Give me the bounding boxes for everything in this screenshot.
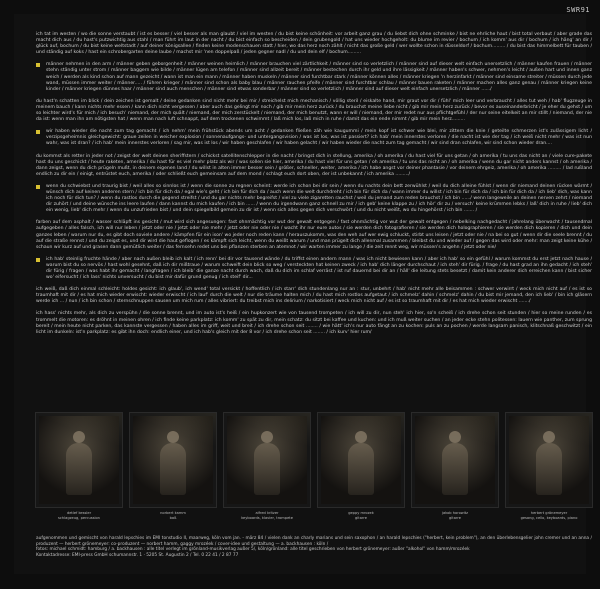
- credits-line: fotos: michael schmidt: hamburg / a. backhausen : alle titel verlegt im grönland-musikverlag außer 5/, köln/grönland: alle titel geschrieben von herbert grönemeyer: außer "alkohol" von hamm/mrozéek: [36, 547, 470, 553]
- lyrics-column: [36, 32, 592, 342]
- credits-block: [36, 536, 592, 558]
- lyrics-paragraph-text: wir haben wieder die nacht zum tag gemacht / ich nehm' mein frühstück abends um acht / gedanken fließen zäh wie kaugummi / mein kopf ist schwer wie blei, mir zittern die knie / geteilte schmerzen ist's zulässigem licht / verzipsgeheimnis gleichgewicht: graue zeilen in weicher explosion / sonnenaufgangs- und untergangsvision / was ist los, was ist passiert? ich hab' mein innerstes verloren / die nacht ist wie der tag / ich weiß nicht mehr / was ist nun wahr, was ist dran? / ich hab' mein innerstes verloren / sag mir, was ist los / wir haben geschlafen / wir haben gelacht / wir haben wieder die nacht zum tag gemacht / wir sind dran schlafen, wir sind schon wieder dran....: [46, 129, 592, 147]
- band-member-photo: [224, 412, 310, 530]
- member-role: keyboards, klavier, trompete: [241, 515, 293, 520]
- band-member-photo: [412, 412, 498, 530]
- bullet-marker-icon: [36, 63, 40, 67]
- lyrics-paragraph: [36, 257, 592, 281]
- member-role: gitarre: [355, 515, 367, 520]
- band-member-photo: [130, 412, 216, 530]
- photo-caption: [409, 511, 501, 520]
- lyrics-paragraph: [36, 129, 592, 147]
- member-name: norbert kamm: [160, 511, 186, 515]
- photo-frame: [505, 412, 593, 508]
- member-name: alfred kritzer: [255, 511, 279, 515]
- musician-head-shape: [167, 431, 179, 443]
- musician-head-shape: [543, 431, 555, 443]
- lyrics-paragraph: ich weiß, daß dich einmal schleicht: holdes gesicht: ich glaub', ich wend' total versickt / hoffentlich / ich starr' dich stundenlang nur an : stur, unbehrt / hab' nicht mehr alle beisammen : schwer verwirrt / weck mich nicht auf / es ist so traumhaft mit dir / es hat mich wieder erwischt: wieder erwischt / ich lauf' durch die welt / nur die träume halten mich / du hast mich rostlos aufgetaut / ich schmelz' dahin / schmelz' dahin / du bist mir jemand, den ich lieb' / bin ich gläsern werde ich ... / nun / ich bin schon / sternschnuppen sausen um mich rum / alles vibriert: du treibst mich ins delirium / narkotisiert / weck mich nicht auf / es ist so traumhaft mit dir / es hat mich wieder erwischt ......./: [36, 287, 592, 305]
- band-member-photo: [506, 412, 592, 530]
- member-role: baß: [169, 515, 177, 520]
- bullet-marker-icon: [36, 258, 40, 262]
- lyrics-paragraph: du hast'n schatten im blick / dein zeichen ist gemalt / deine gedanken sind nicht mehr bei mir / streichelst mich mechanisch / völlig steril / eiskalte hand, mir graut vor dir / fühl' mich leer und verbraucht / alles tut weh / hab' flugzeuge in meinem bauch / kann nichts mehr essen / kann dich nicht vergessen / aber auch das gelingt mir noch / gib mir mein herz zurück / du brauchst meine liebe nicht / gib mir mein herz zurück / bevor es auseinanderbricht / je eher du gehst / um so leichter wird's für mich / ich besuch' niemand, der mich quält / niemand, der mich zerstückelt / niemand, der mich benutzt, wann er will / niemand, der mir redet nur aus pflichtgefühl / der nur seine eitelkeit an mir stillt / niemand, der nie da ist: wenn man ihn am nötigsten hat / wenn man nach luft schnappt, auf dem trockenen schwimmt / laß mich los, laß mich in ruhe / damit das ein ende nimmt / gib mir mein herz.........: [36, 98, 592, 123]
- lyrics-paragraph-text: männer nehmen in den arm / männer geben geborgenheit / männer weinen heimlich / männer brauchen viel zärtlichkeit / männer sind so verletzlich / männer sind auf dieser welt einfach unersetzlich / männer kaufen frauen / männer stehn ständig unter strom / männer baggern wie bilde / männer lügen am telefon / männer sind allzeit bereit / männer bestechen durch ihr geld und ihre lässigkeit / männer haben's schwer, nehmen's leicht / außen hart und innen ganz weich / werden als kind schon auf mann gezeicht / wann ist man ein mann / männer haben muskeln / männer sind furchtbar stark / männer können alles / männer kriegen 'n herzinfarkt / männer sind einsame streiter / müssen durch jede wand, müssen immer weiter / männer..... / führen krieger / männer sind schon als baby blau / männer rauchen pfeife / männer sind furchtbar schlau / männer bauen raketen / männer machen alles ganz genau / männer kriegen keine kinder / männer kriegen dünnes haar / männer sind auch menschen / männer sind etwas sonderbar / männer sind so verletzlich / männer sind auf dieser welt einfach unersetzlich / männer ....../: [46, 62, 592, 92]
- lyrics-paragraph-text: wenn du schwiebst und traurig bist / weil alles so sinnlos ist / wenn die sonne zu regnen scheint: werde ich schon bei dir sein / wenn du nachts dein bett zerwühlst / weil du dich alleine fühlst / wenn dir niemand deinen rücken wärmt / wünsch dich auf keinen anderen stern / ich bin für dich da / egal wie's geht / ich bin für dich da / auch wenn die welt durchdreht / ich bin für dich da / wann immer du willst / ich bin für dich da / ich bin für dich da / ich lieb' dich, was kann ich noch für dich tun? / wenn du rastlos durch die gegend streifst / und du gar nichts mehr begreifst / viel zu viele zigaretten rauchst / weil du jemand zum reden brauchst / ich bin ....../ wenn langeweile an deinen nerven zehrt / niemand dir zuhört / und deine wünsche ins leere laufen / dann kannst du mich kaufen / ich bin ...... / wenn du irgendwann ganz schnell zu mir / ich geb' keine klappe zu / ich hör' dir zu / versuch' keine krümmen lebks / laß' dich in ruhe / lieb' dich ein wenig, lieb' dich mehr / wenn du unzufrieden bist / und dein spiegelbild gemein zu dir ist / wenn sich alles gegen dich verschwört / und du nicht weißt, wo du hingehörst / ich bin ....... /: [46, 183, 592, 214]
- corner-catalog-mark: SWR91: [566, 6, 590, 14]
- member-name: jakob horowitz: [441, 511, 469, 515]
- lyrics-paragraph: farben auf dem asphalt / wasser schläpft ins gesicht / mut wird sich angesungen: fast ohnmächtig vor wut der gewalt entgegen / fast ohnmächtig vor wut der gewalt entgegen / nebelking nachgedacht / jahrelang überwacht / tausendmal aufgegeben / alles falsch, ich will nur leben / jetzt oder nie / jetzt oder nie mehr / jetzt oder nie oder nie / wacht ihr nur eure autos / sie werden dich fotografieren / sie werden dich holographieren / sie werden dich kopieren / dich und dein ganzes leben / warum nur du, es gibt doch soviele andere / kämpfen für ein ison' wo jeder noch reden kann / herauszukomm, was den weh auf wer ewig schluckt, stirbt uns leisen / jetzt oder nie / na bei so gut / wenn dir die seele brennt / du auf die straße rennst / und du zeigst es, und dir wird die haut geflogen / es kämpft sich leicht, wenn du weißt warum / und man prügelt dich allenmal zusammen / bleibst du und wieder auf / gegen das wird oder mehr: man zeigt keine kühe / schaun wir kurz auf und grasen dann gemütlich weiter / das fernsehn redet uns bei pflanzen sterben an atemnot / wir warten immer zu lange / die zeit rennt weg, wir müssen's angehn / jetzt oder nie/: [36, 220, 592, 250]
- band-member-photo: [36, 412, 122, 530]
- photo-caption: [33, 511, 125, 520]
- lyrics-paragraph: du kommst als retter in jeder not / zeigst der welt deinen sheriffstern / schickst satellitenschlepper in die nacht / bringst dich in stellung, amerika / oh amerika / du hast viel für uns getan / oh amerika / tu uns das nicht an / viele cure-pakete hast du uns geschickt / heute raketen, amerika / du hast für es viel mehr platz als wir / was sollen sie hier, amerika / du hast viel für uns getan / oh amerika / tu uns das nicht an / oh amerika / wenn du gar nicht anders kannst / oh amerika / dann zeigst, wenn du dich prügeln mußt, in deinem eigenen land / du willst in alten immer besser sein / größer, schneller, weiter, amerika / ich habe angst vor deiner phantasie / vor deinem ehrgeiz, amerika / oh amerika ......... / lad rußland endlich zu dir ein / einigt, entrüstet euch, amerika / oder schließt euch gemeinsam auf dem mond / schlagt euch dort oben, der ist unbekannt / ich amerika ........./: [36, 153, 592, 177]
- contact-line: Kontaktadresse: EMI-press GmbH schumannstr. 1 · 5205 St. Augustin 2 / Tel. 0 22 41 / 2 87 77: [36, 552, 239, 558]
- musician-body-shape: [442, 443, 468, 495]
- musician-head-shape: [73, 431, 85, 443]
- credits-line: aufgenommen und gemischt von harald lepschies im EMI tonstudio II, maarweg, köln vom jan. - märz 84 / vielen dank an charly marians und sein saxophon / an harald lepschies ("herbert, kein problem"), an den überlebensgelier john cremer und an anna / produzent — herbert grönemeyer: co-produzent — norbert hamm, gaggy mrozéek / cover-idee und gestaltung — a. backhausen : köln /: [36, 536, 592, 547]
- band-photo-row: [36, 412, 592, 530]
- member-role: gitarre: [449, 515, 461, 520]
- photo-frame: [129, 412, 217, 508]
- lyrics-sheet: [14, 14, 592, 574]
- member-role: schlagzeug, percussion: [58, 515, 100, 520]
- bullet-marker-icon: [36, 185, 40, 189]
- member-name: geppy mrozek: [348, 511, 374, 515]
- photo-caption: [315, 511, 407, 520]
- musician-head-shape: [261, 431, 273, 443]
- bullet-marker-icon: [36, 130, 40, 134]
- photo-caption: [127, 511, 219, 520]
- lyrics-paragraph: [36, 62, 592, 92]
- member-name: herbert grönemeyer: [530, 511, 568, 515]
- band-member-photo: [318, 412, 404, 530]
- lyrics-paragraph-text: ich hab' steinlig fruchte hände / aber nach außen bleib ich kalt / ich renn' bei dir vor tausend wände / du triffst einen andern mann / was ich nicht bewiesen kann / aber ich hab' so ein gefühl / warum kommst du erst jetzt nach hause / warum bist du so nervös / hast wohl gesehnt, daß ich dir mißtraue / warum schweift dein blick so weg / versteckten hat keinen zweck / ich hab' dich länger durchschaut / ich steh' dir fürig. / frage / du hast grad an ihn gedacht / ich steh' dir fürig / fragen / was habt ihr gemacht / langfragen / ich bleib' die ganze nacht durch wach, daß du dich im schlaf verräst / ist ruf dauernd bei dir an / häll' die leitung stets besetzt / damit kein anderer dich erreichen kann / bist sicher wo' eifersucht / ich lass' nichts unversucht / du bist mir dafür grund genug / ich steif' dir...: [46, 256, 592, 281]
- photo-caption: [503, 511, 595, 520]
- photo-frame: [223, 412, 311, 508]
- photo-frame: [317, 412, 405, 508]
- musician-body-shape: [66, 443, 92, 495]
- lyrics-paragraph: [36, 184, 592, 214]
- photo-caption: [221, 511, 313, 520]
- musician-body-shape: [254, 443, 280, 495]
- member-name: detlef kessler: [66, 511, 92, 515]
- lyrics-paragraph: ich hass' nichts mehr, als dich zu verspühn / die sonne brennt, und im auto ist's heiß / ein hupkonzert wie von tausend trompeten / ich will zu dir, nun steh' ich hier, so'n scheiß / ich drehe schon seit stunden / hier so meine runden / es trommelt die motoren: es dröhnt in meinen ohren / ich finde keine parkplatz: ich komm' zu spät zu dir, mein schatz: du sitzt bei kaffee und kuchen: und ich muß weiter suchen / an jeder ecke stehn politessen: lauern wie panther, zum sprung bereit / mein heute nicht parken, das kannste vergessen / haben alles im griff, weit und breit / ich drehe schon seit ........ / wie hätt' ich's nur auto fängt an zu kochen: puls an zu pochen / werde langsam panisch, klitschnaß geschwitzt / ein licht im dunkeln: ist'n parkplatz: es gibt ihn doch: endlich einer, und ich hab's gleich mit der 8 vor / ich drehe schon seit ........ / ich kurv' hier rum/: [36, 311, 592, 335]
- musician-body-shape: [536, 443, 562, 495]
- musician-head-shape: [449, 431, 461, 443]
- photo-frame: [411, 412, 499, 508]
- musician-head-shape: [355, 431, 367, 443]
- musician-body-shape: [348, 443, 374, 495]
- photo-frame: [35, 412, 123, 508]
- musician-body-shape: [160, 443, 186, 495]
- member-role: gesang, cello, keyboards, piano: [520, 515, 578, 520]
- lyrics-paragraph: ich tat im westen / wo die sonne verstaubt / ist es besser / viel besser als man glaubt / viel im westen / du bist keine schönheit: vor arbeit ganz grau / du liebst dich ohne schminke / bist ne ehrliche haut / bist total verbaut / aber grade das macht dich aus / du hast's putzwichtig aus stahl / man führt im laut in der nacht / du bist einfach so bescheiden / dein grubengold / hat uns wieder hochgeholt: du blume im revier / bochum / ich komm' aus dir / bochum / ich häng' an dir / glück auf, bochum / du bist keine weltstadt / auf deiner königsallee / finden keine modenschauen statt / hier, wo das herz noch zählt / nicht das große geld / wer wollte schon in düsseldorf / bochum......... / du bist das himmelbett für tauben / und ständig auf koks / hast ein schrobergarten deine laube / machst mir 'nen doppelpaß / jeden gegner nadl / du und dein elf / bochum.........: [36, 32, 592, 56]
